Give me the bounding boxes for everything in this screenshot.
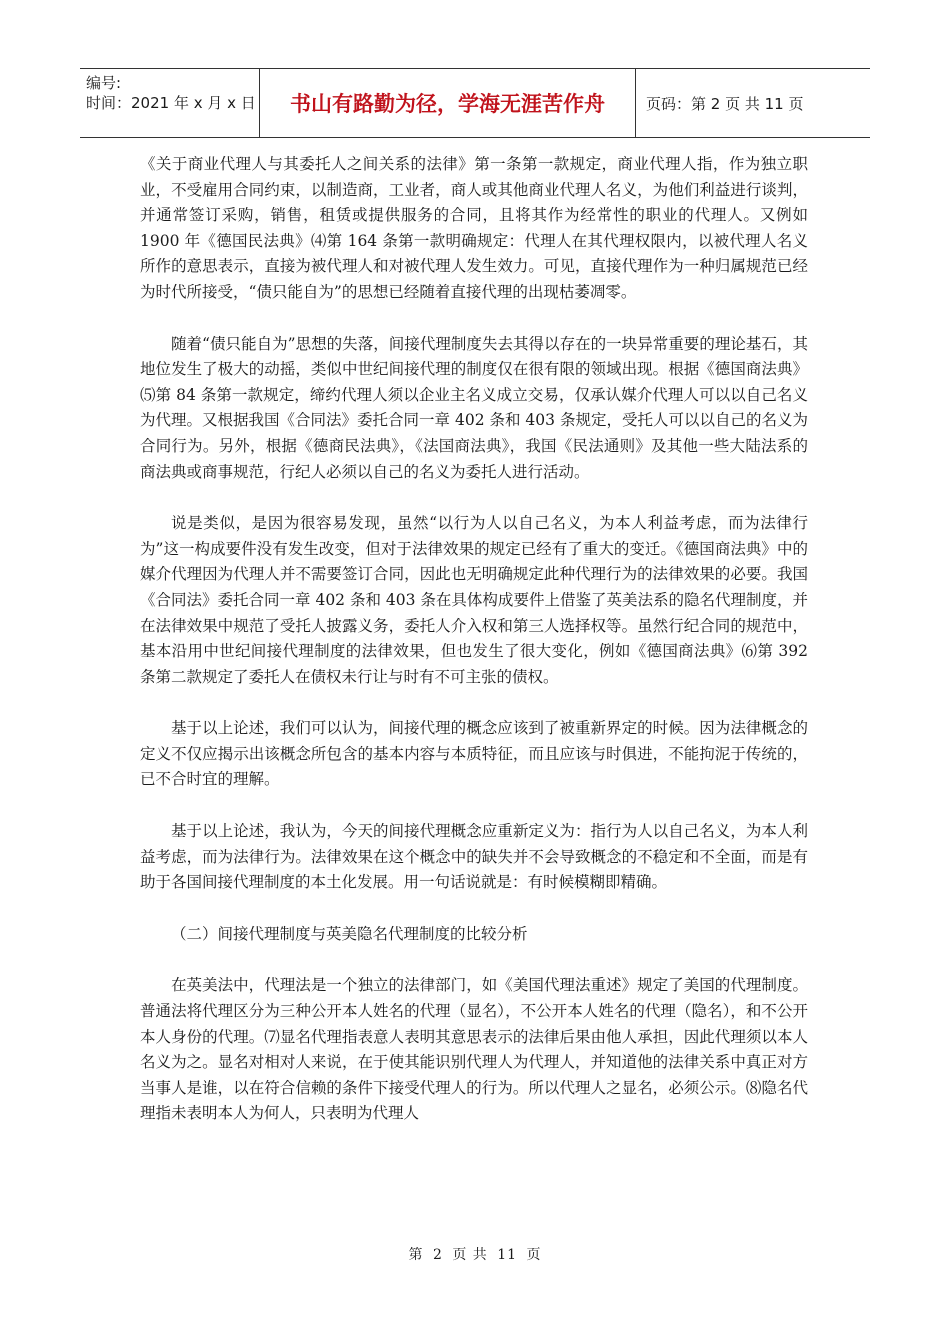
- paragraph: 基于以上论述，我们可以认为，间接代理的概念应该到了被重新界定的时候。因为法律概念的定义不仅应揭示出该概念所包含的基本内容与本质特征，而且应该与时俱进，不能拘泥于传统的，已不合时宜的理解。: [140, 719, 808, 789]
- paragraph: 随着“债只能自为”思想的失落，间接代理制度失去其得以存在的一块异常重要的理论基石，其地位发生了极大的动摇，类似中世纪间接代理的制度仅在很有限的领域出现。根据《德国商法典》⑸第 84 条第一款规定，缔约代理人须以企业主名义成立交易，仅承认媒介代理人可以以自己名义为代理。又根据我国《合同法》委托合同一章 402 条和 403 条规定，受托人可以以自己的名义为合同行为。另外，根据《德商民法典》，《法国商法典》，我国《民法通则》及其他一些大陆法系的商法典或商事规范，行纪人必须以自己的名义为委托人进行活动。: [140, 334, 808, 481]
- footer-mid: 页 共: [452, 1247, 488, 1263]
- header-page-info: 页码：第 2 页 共 11 页: [646, 94, 804, 113]
- footer-suffix: 页: [526, 1247, 542, 1263]
- paragraph: 说是类似，是因为很容易发现，虽然“以行为人以自己名义，为本人利益考虑，而为法律行为”这一构成要件没有发生改变，但对于法律效果的规定已经有了重大的变迁。《德国商法典》中的媒介代理因为代理人并不需要签订合同，因此也无明确规定此种代理行为的法律效果的必要。我国《合同法》委托合同一章 402 条和 403 条在具体构成要件上借鉴了英美法系的隐名代理制度，并在法律效果中规范了受托人披露义务，委托人介入权和第三人选择权等。虽然行纪合同的规范中，基本沿用中世纪间接代理制度的法律效果，但也发生了很大变化，例如《德国商法典》⑹第 392 条第二款规定了委托人在债权未行让与时有不可主张的债权。: [140, 514, 808, 686]
- footer-page-number: 2: [432, 1247, 443, 1263]
- header-motto: 书山有路勤为径，学海无涯苦作舟: [260, 69, 636, 137]
- paragraph: 基于以上论述，我认为，今天的间接代理概念应重新定义为：指行为人以自己名义，为本人利益考虑，而为法律行为。法律效果在这个概念中的缺失并不会导致概念的不稳定和不全面，而是有助于各国间接代理制度的本土化发展。用一句话说就是：有时候模糊即精确。: [140, 822, 808, 892]
- document-body: [140, 152, 808, 1153]
- paragraph: 《关于商业代理人与其委托人之间关系的法律》第一条第一款规定，商业代理人指，作为独立职业，不受雇用合同约束，以制造商，工业者，商人或其他商业代理人名义，为他们利益进行谈判，并通常签订采购，销售，租赁或提供服务的合同，且将其作为经常性的职业的代理人。又例如 1900 年《德国民法典》⑷第 164 条第一款明确规定：代理人在其代理权限内，以被代理人名义所作的意思表示，直接为被代理人和对被代理人发生效力。可见，直接代理作为一种归属规范已经为时代所接受，“债只能自为”的思想已经随着直接代理的出现枯萎凋零。: [140, 155, 808, 301]
- page-header: [80, 68, 870, 138]
- document-time: 时间：2021 年 x 月 x 日: [86, 94, 256, 112]
- document-number: 编号:: [86, 74, 122, 92]
- header-meta: [80, 69, 260, 137]
- footer-total-pages: 11: [497, 1247, 518, 1263]
- section-heading: （二）间接代理制度与英美隐名代理制度的比较分析: [171, 924, 528, 943]
- footer-prefix: 第: [408, 1247, 424, 1263]
- paragraph: 在英美法中，代理法是一个独立的法律部门，如《美国代理法重述》规定了美国的代理制度。普通法将代理区分为三种公开本人姓名的代理（显名），不公开本人姓名的代理（隐名），和不公开本人身份的代理。⑺显名代理指表意人表明其意思表示的法律后果由他人承担，因此代理须以本人名义为之。显名对相对人来说，在于使其能识别代理人为代理人，并知道他的法律关系中真正对方当事人是谁，以在符合信赖的条件下接受代理人的行为。所以代理人之显名，必须公示。⑻隐名代理指未表明本人为何人，只表明为代理人: [140, 976, 808, 1123]
- page-footer: [0, 1244, 950, 1264]
